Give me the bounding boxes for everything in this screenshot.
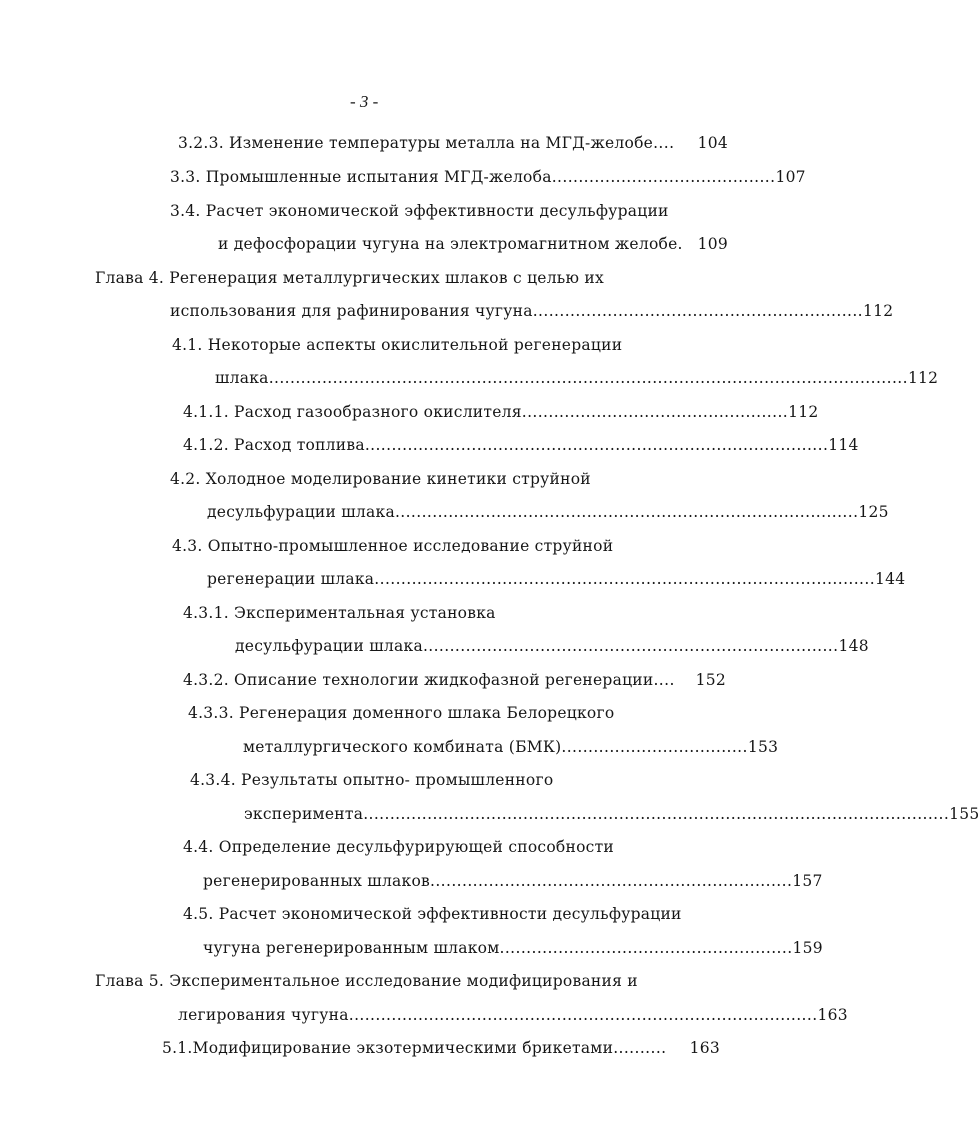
toc-chapter-5: Глава 5. Экспериментальное исследование модифицирования и	[95, 972, 638, 990]
toc-leader: ..............................................................................................................	[363, 805, 950, 823]
toc-page: 104	[697, 134, 728, 152]
toc-entry-4-1-cont	[215, 365, 939, 391]
toc-title: металлургического комбината (БМК)	[243, 738, 562, 756]
toc-entry-4-4: 4.4. Определение десульфурирующей способности	[183, 838, 615, 856]
toc-page: 107	[775, 168, 806, 186]
toc-entry-4-3-1: 4.3.1. Экспериментальная установка	[183, 604, 496, 622]
toc-entry-3-3	[170, 164, 806, 190]
toc-leader: ........................................................................................	[348, 1006, 818, 1024]
toc-entry-4-3-4-cont	[244, 801, 980, 827]
toc-entry-4-2: 4.2. Холодное моделирование кинетики струйной	[170, 470, 591, 488]
toc-page: 163	[689, 1039, 720, 1057]
toc-entry-4-1-1	[183, 399, 819, 425]
toc-title: десульфурации шлака	[235, 637, 423, 655]
toc-page: 153	[747, 738, 779, 756]
toc-title: 4.1.2. Расход топлива	[183, 436, 365, 454]
page-number: - 3 -	[350, 92, 379, 111]
toc-page: 125	[858, 503, 889, 521]
toc-leader: ....	[653, 134, 675, 152]
toc-page: 112	[788, 403, 819, 421]
toc-entry-4-5-cont	[203, 935, 823, 961]
toc-leader: .......................................................................................	[364, 436, 829, 454]
toc-page: 152	[695, 671, 726, 689]
toc-chapter-4: Глава 4. Регенерация металлургических шлаков с целью их	[95, 269, 604, 287]
toc-entry-3-4-cont	[218, 231, 728, 257]
toc-title: чугуна регенерированным шлаком	[203, 939, 500, 957]
toc-leader: ..............................................................................................	[374, 570, 876, 588]
toc-page: 112	[907, 369, 939, 387]
toc-entry-4-3-1-cont	[235, 633, 869, 659]
toc-leader: .......................................................................................	[394, 503, 859, 521]
toc-title: 4.3.2. Описание технологии жидкофазной регенерации	[183, 671, 654, 689]
toc-page: 112	[863, 302, 894, 320]
toc-leader: ..............................................................	[532, 302, 864, 320]
toc-leader: ..........................................	[551, 168, 776, 186]
toc-entry-4-4-cont	[203, 868, 823, 894]
toc-title: и дефосфорации чугуна на электромагнитном желобе	[218, 235, 678, 253]
toc-entry-3-2-3	[178, 130, 728, 156]
toc-title: регенерации шлака	[207, 570, 375, 588]
toc-leader: ....................................................................	[430, 872, 793, 890]
toc-chapter-5-cont	[178, 1002, 848, 1028]
toc-title: 3.2.3. Изменение температуры металла на МГД-желобе	[178, 134, 654, 152]
toc-page: 159	[792, 939, 823, 957]
toc-page: 163	[817, 1006, 848, 1024]
toc-title: шлака	[215, 369, 269, 387]
toc-page: 109	[697, 235, 728, 253]
toc-leader: .	[677, 235, 683, 253]
toc-leader: ..................................................	[521, 403, 789, 421]
toc-entry-4-3-2	[183, 667, 726, 693]
toc-title: эксперимента	[244, 805, 364, 823]
toc-title: 5.1.Модифицирование экзотермическими брикетами	[162, 1039, 614, 1057]
toc-page: 157	[792, 872, 823, 890]
toc-title: 4.1.1. Расход газообразного окислителя	[183, 403, 522, 421]
toc-entry-4-3-3: 4.3.3. Регенерация доменного шлака Белорецкого	[188, 704, 615, 722]
toc-page: 144	[875, 570, 906, 588]
toc-page: 148	[838, 637, 869, 655]
toc-entry-4-2-cont	[207, 499, 889, 525]
toc-page: 155	[949, 805, 980, 823]
toc-leader: ....	[653, 671, 675, 689]
toc-entry-4-3-cont	[207, 566, 906, 592]
toc-title: десульфурации шлака	[207, 503, 395, 521]
toc-title: регенерированных шлаков	[203, 872, 431, 890]
toc-title: использования для рафинирования чугуна	[170, 302, 533, 320]
toc-leader: ..........	[613, 1039, 667, 1057]
toc-entry-4-3-3-cont	[243, 734, 779, 760]
toc-title: 3.3. Промышленные испытания МГД-желоба	[170, 168, 552, 186]
toc-leader: ........................................................................................................................	[268, 369, 908, 387]
toc-entry-5-1	[162, 1035, 720, 1061]
toc-leader: ..............................................................................	[422, 637, 839, 655]
toc-leader: .......................................................	[499, 939, 793, 957]
toc-title: легирования чугуна	[178, 1006, 349, 1024]
toc-entry-4-1-2	[183, 432, 859, 458]
toc-chapter-4-cont	[170, 298, 894, 324]
toc-entry-4-3-4: 4.3.4. Результаты опытно- промышленного	[190, 771, 554, 789]
toc-entry-3-4: 3.4. Расчет экономической эффективности десульфурации	[170, 202, 669, 220]
toc-entry-4-1: 4.1. Некоторые аспекты окислительной регенерации	[172, 336, 623, 354]
toc-page: 114	[828, 436, 859, 454]
toc-entry-4-3: 4.3. Опытно-промышленное исследование струйной	[172, 537, 614, 555]
toc-leader: ...................................	[561, 738, 748, 756]
toc-entry-4-5: 4.5. Расчет экономической эффективности десульфурации	[183, 905, 682, 923]
